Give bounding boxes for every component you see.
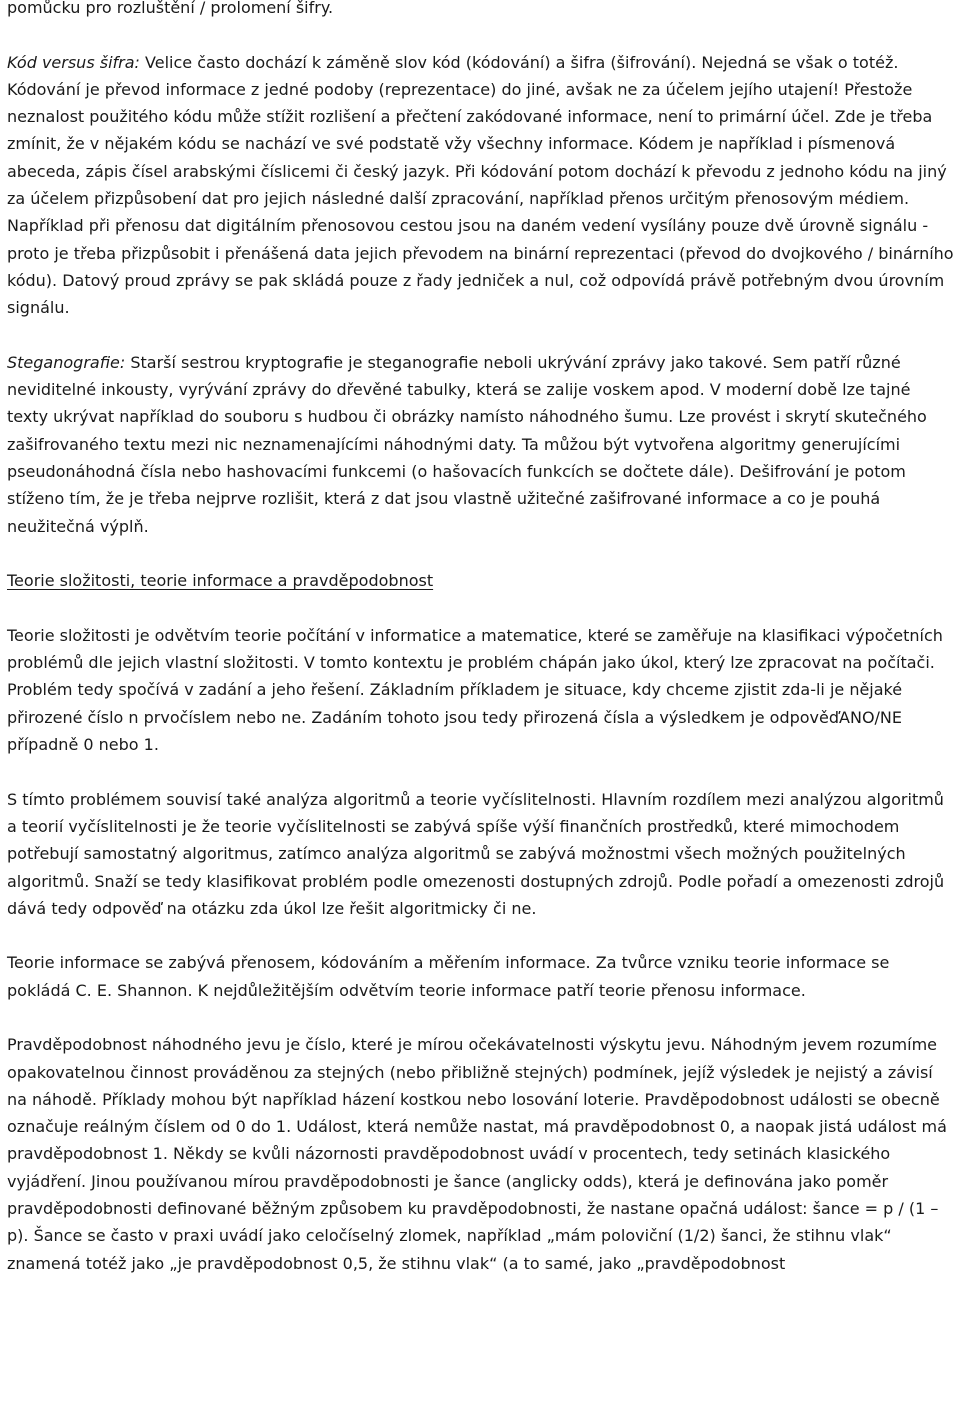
paragraph-probability: Pravděpodobnost náhodného jevu je číslo, které je mírou očekávatelnosti výskytu jevu. Náhodným jevem rozumíme opakovatelnou činnost prováděnou za stejných (nebo přibližně stejných) podmínek, jejíž výsledek je nejistý a závisí na náhodě. Příklady mohou být například házení kostkou nebo losování loterie. Pravděpodobnost události se obecně označuje reálným číslem od 0 do 1. Událost, která nemůže nastat, má pravděpodobnost 0, a naopak jistá událost má pravděpodobnost 1. Někdy se kvůli názornosti pravděpodobnost uvádí v procentech, tedy setinách klasického vyjádření. Jinou používanou mírou pravděpodobnosti je šance (anglicky odds), která je definována jako poměr pravděpodobnosti definované běžným způsobem ku pravděpodobnosti, že nastane opačná událost: šance = p / (1 – p). Šance se často v praxi uvádí jako celočíselný zlomek, například „mám poloviční (1/2) šanci, že stihnu vlak“ znamená totéž jako „je pravděpodobnost 0,5, že stihnu vlak“ (a to samé, jako „pravděpodobnost [7,1035,947,1273]
paragraph-intro-tail: pomůcku pro rozluštění / prolomení šifry. [7,0,334,17]
term-code-vs-cipher: Kód versus šifra: [7,52,140,72]
paragraph-spacer [7,21,955,48]
document-page [7,0,955,1277]
paragraph-spacer [7,595,955,622]
paragraph-spacer [7,540,955,567]
section-heading: Teorie složitosti, teorie informace a pravděpodobnost [7,571,434,591]
paragraph-steganography-text: Starší sestrou kryptografie je steganografie neboli ukrývání zprávy jako takové. Sem patří různé neviditelné inkousty, vyrývání zprávy do dřevěné tabulky, která se zalije voskem apod. V moderní době lze tajné texty ukrývat například do souboru s hudbou či obrázky namísto náhodného šumu. Lze provést i skrytí skutečného zašifrovaného textu mezi nic neznamenajícími náhodnými daty. Ta můžou být vytvořena algoritmy generujícími pseudonáhodná čísla nebo hashovacími funkcemi (o hašovacích funkcích se dočtete dále). Dešifrování je potom stíženo tím, že je třeba nejprve rozlišit, která z dat jsou vlastně užitečné zašifrované informace a co je pouhá neužitečná výplň. [7,352,927,536]
paragraph-spacer [7,1004,955,1031]
paragraph-spacer [7,922,955,949]
paragraph-complexity-theory: Teorie složitosti je odvětvím teorie počítání v informatice a matematice, které se zaměřuje na klasifikaci výpočetních problémů dle jejich vlastní složitosti. V tomto kontextu je problém chápán jako úkol, který lze zpracovat na počítači. Problém tedy spočívá v zadání a jeho řešení. Základním příkladem je situace, kdy chceme zjistit zda-li je nějaké přirozené číslo n prvočíslem nebo ne. Zadáním tohoto jsou tedy přirozená čísla a výsledkem je odpověďANO/NE případně 0 nebo 1. [7,625,943,755]
paragraph-spacer [7,758,955,785]
paragraph-code-vs-cipher [7,49,955,322]
paragraph-steganography [7,349,955,540]
paragraph-algorithm-analysis: S tímto problémem souvisí také analýza algoritmů a teorie vyčíslitelnosti. Hlavním rozdílem mezi analýzou algoritmů a teorií vyčíslitelnosti je že teorie vyčíslitelnosti se zabývá spíše výší finančních prostředků, které mimochodem potřebují samostatný algoritmus, zatímco analýza algoritmů se zabývá možnostmi všech možných použitelných algoritmů. Snaží se tedy klasifikovat problém podle omezenosti dostupných zdrojů. Podle pořadí a omezenosti zdrojů dává tedy odpověď na otázku zda úkol lze řešit algoritmicky či ne. [7,789,945,918]
paragraph-information-theory: Teorie informace se zabývá přenosem, kódováním a měřením informace. Za tvůrce vzniku teorie informace se pokládá C. E. Shannon. K nejdůležitějším odvětvím teorie informace patří teorie přenosu informace. [7,953,890,1000]
paragraph-spacer [7,322,955,349]
term-steganography: Steganografie: [7,352,126,372]
paragraph-code-vs-cipher-text: Velice často dochází k záměně slov kód (kódování) a šifra (šifrování). Nejedná se však o totéž. Kódování je převod informace z jedné podoby (reprezentace) do jiné, avšak ne za účelem jejího utajení! Přestože neznalost použitého kódu může stížit rozlišení a přečtení zakódované informace, není to primární účel. Zde je třeba zmínit, že v nějakém kódu se nachází ve své podstatě vžy všechny informace. Kódem je například i písmenová abeceda, zápis čísel arabskými číslicemi či český jazyk. Při kódování potom dochází k převodu z jednoho kódu na jiný za účelem přizpůsobení dat pro jejich následné další zpracování, například přenos určitým přenosovým médiem. Například při přenosu dat digitálním přenosovou cestou jsou na daném vedení vysílány pouze dvě úrovně signálu - proto je třeba přizpůsobit i přenášená data jejich převodem na binární reprezentaci (převod do dvojkového / binárního kódu). Datový proud zprávy se pak skládá pouze z řady jedniček a nul, což odpovídá právě potřebným dvou úrovním signálu. [7,52,954,318]
